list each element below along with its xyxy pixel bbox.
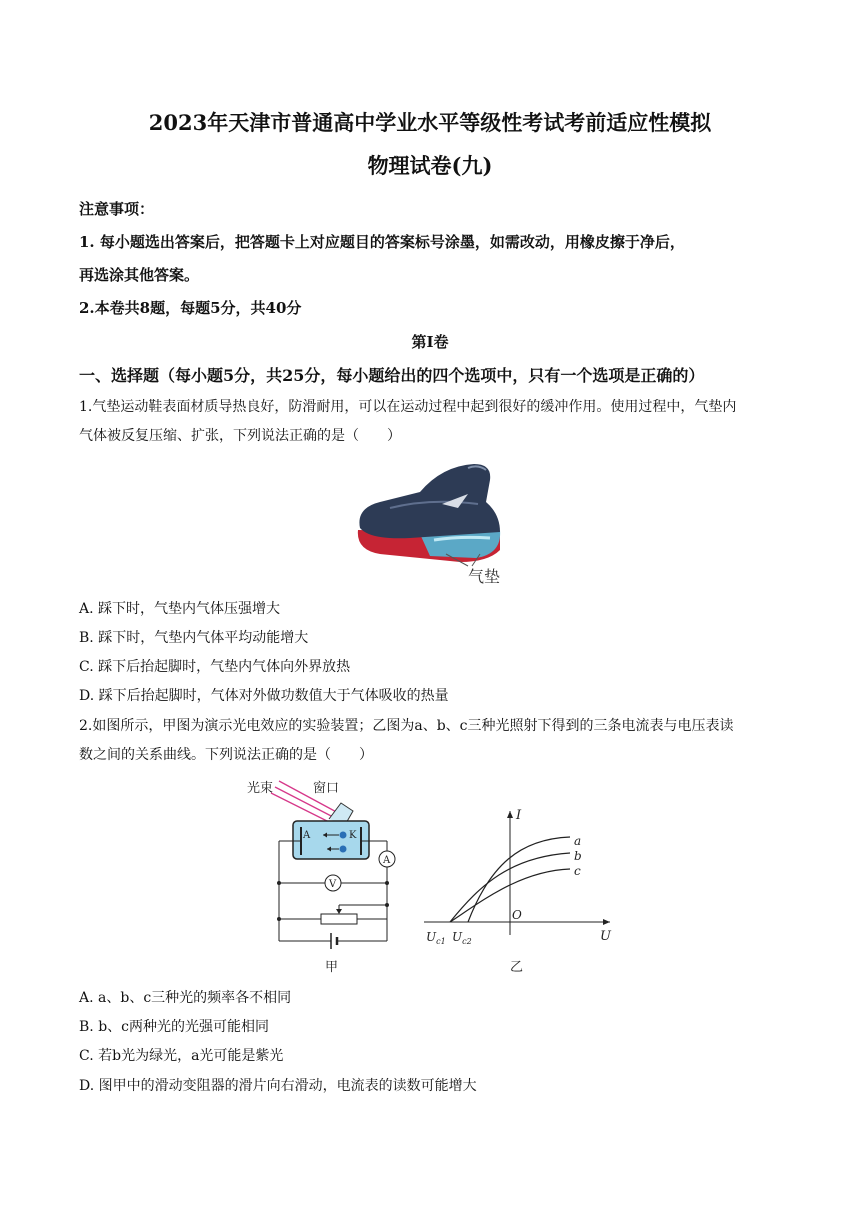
svg-text:Uc1: $U_{c1}$ [426,930,446,946]
q1-option-d[interactable]: D. 踩下后抬起脚时，气体对外做功数值大于气体吸收的热量 [79,688,449,704]
exam-title: 2023年天津市普通高中学业水平等级性考试考前适应性模拟 [148,110,712,135]
svg-text:I: I [516,808,522,823]
q2-option-c[interactable]: C. 若b光为绿光，a光可能是紫光 [79,1048,284,1064]
svg-text:V: V [329,879,337,890]
photoelectric-apparatus-diagram [245,775,405,975]
q1-stem-line1: 1.气垫运动鞋表面材质导热良好，防滑耐用，可以在运动过程中起到很好的缓冲作用。使用过程中，气垫内 [79,399,737,415]
q2-stem-line1: 2.如图所示，甲图为演示光电效应的实验装置；乙图为a、b、c三种光照射下得到的三条电流表与电压表读 [79,718,734,734]
note-item-1-line1: 1. 每小题选出答案后，把答题卡上对应题目的答案标号涂墨，如需改动，用橡皮擦于净后， [79,233,685,251]
q1-stem-line2: 气体被反复压缩、扩张，下列说法正确的是（ ） [79,428,401,444]
svg-text:窗口: 窗口 [313,781,340,796]
svg-text:a: a [574,834,582,848]
q2-option-a[interactable]: A. a、b、c三种光的频率各不相同 [79,990,292,1006]
svg-text:A: A [303,830,311,841]
notes-heading: 注意事项： [79,200,155,218]
shoe-image [350,458,510,586]
note-item-1-line2: 再选涂其他答案。 [79,266,200,284]
q1-option-b[interactable]: B. 踩下时，气垫内气体平均动能增大 [79,630,309,646]
q2-option-b[interactable]: B. b、c两种光的光强可能相同 [79,1019,269,1035]
svg-text:A: A [383,855,391,866]
note-item-2: 2.本卷共8题，每题5分，共40分 [79,299,302,317]
air-cushion-label: 气垫 [468,567,501,586]
svg-text:O: O [512,908,522,922]
svg-text:b: b [574,849,582,863]
svg-text:Uc2: $U_{c2}$ [452,930,472,946]
q1-option-a[interactable]: A. 踩下时，气垫内气体压强增大 [79,601,281,617]
section-heading: 一、选择题（每小题5分，共25分，每小题给出的四个选项中，只有一个选项是正确的） [79,366,705,385]
exam-subtitle: 物理试卷(九) [367,153,493,178]
svg-text:甲: 甲 [325,960,339,975]
svg-text:光束: 光束 [247,781,274,796]
q2-option-d[interactable]: D. 图甲中的滑动变阻器的滑片向右滑动，电流表的读数可能增大 [79,1078,477,1094]
svg-text:乙: 乙 [510,960,524,975]
svg-text:K: K [349,830,357,841]
iu-curve-graph [420,805,620,975]
q2-stem-line2: 数之间的关系曲线。下列说法正确的是（ ） [79,747,373,763]
part-label: 第I卷 [411,333,449,351]
svg-text:U: U [600,929,611,944]
svg-text:c: c [574,864,581,878]
q1-option-c[interactable]: C. 踩下后抬起脚时，气垫内气体向外界放热 [79,659,351,675]
